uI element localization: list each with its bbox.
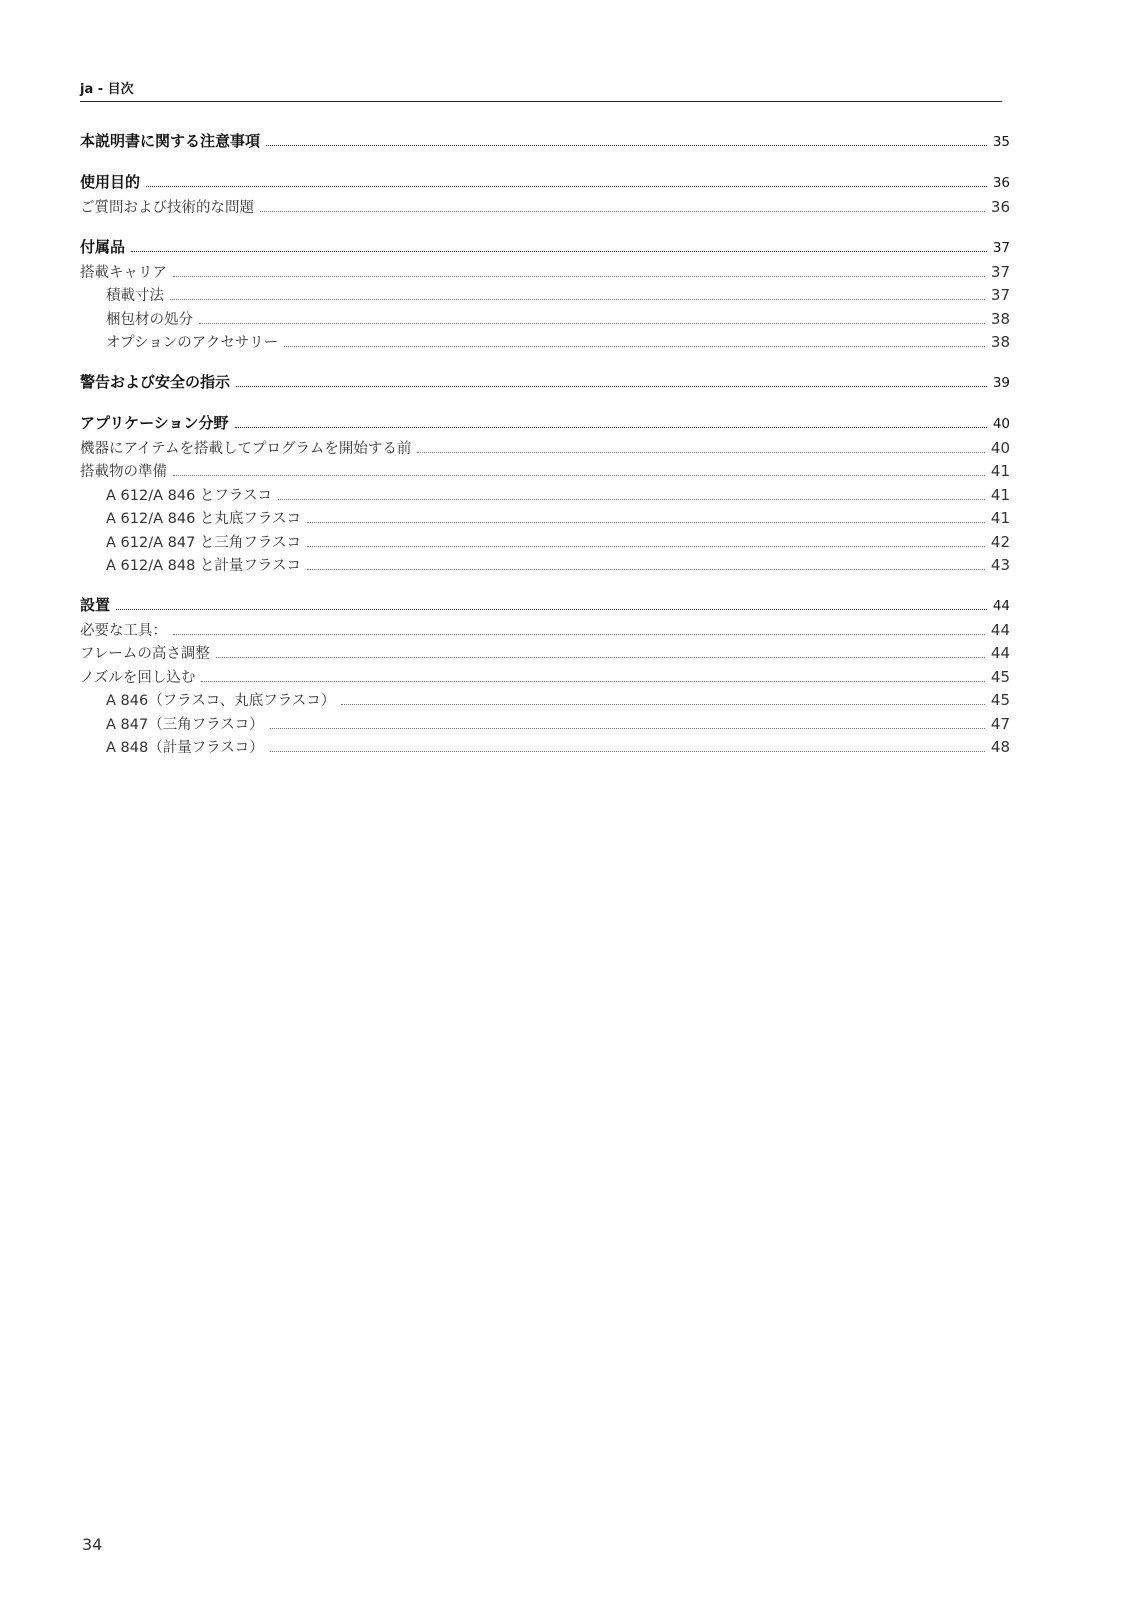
dot-leader bbox=[278, 493, 985, 500]
toc-entry-page: 44 bbox=[990, 644, 1010, 662]
toc-section-entry[interactable] bbox=[80, 261, 1010, 285]
dot-leader bbox=[270, 722, 985, 729]
toc-entry-page: 37 bbox=[990, 262, 1010, 281]
dot-leader bbox=[236, 380, 987, 387]
toc-subsection-entry[interactable] bbox=[80, 507, 1010, 531]
dot-leader bbox=[307, 563, 985, 570]
toc-entry-title: 警告および安全の指示 bbox=[80, 372, 231, 391]
toc-chapter-entry[interactable] bbox=[80, 128, 1010, 155]
toc-section-entry[interactable] bbox=[80, 437, 1010, 461]
toc-entry-title: A 612/A 848 と計量フラスコ bbox=[106, 558, 301, 574]
toc-chapter-entry[interactable] bbox=[80, 592, 1010, 619]
dot-leader bbox=[173, 270, 985, 277]
toc-entry-title: 機器にアイテムを搭載してプログラムを開始する前 bbox=[80, 440, 412, 457]
toc-entry-title: 本説明書に関する注意事項 bbox=[80, 132, 261, 150]
dot-leader bbox=[266, 139, 987, 146]
toc-entry-title: 搭載キャリア bbox=[80, 264, 167, 281]
toc-entry-page: 41 bbox=[990, 462, 1010, 480]
toc-entry-title: A 612/A 846 とフラスコ bbox=[106, 487, 272, 504]
toc-chapter-entry[interactable] bbox=[80, 169, 1010, 196]
toc-entry-page: 40 bbox=[992, 415, 1010, 432]
toc-entry-title: フレームの高さ調整 bbox=[80, 646, 210, 662]
dot-leader bbox=[173, 469, 985, 476]
toc-subsection-entry[interactable] bbox=[80, 331, 1010, 355]
dot-leader bbox=[307, 540, 985, 547]
dot-leader bbox=[199, 317, 985, 324]
toc-subsection-entry[interactable] bbox=[80, 308, 1010, 332]
toc-subsection-entry[interactable] bbox=[80, 689, 1010, 713]
dot-leader bbox=[270, 745, 985, 752]
dot-leader bbox=[284, 340, 985, 347]
toc-subsection-entry[interactable] bbox=[80, 531, 1010, 555]
toc-section bbox=[80, 128, 1010, 155]
dot-leader bbox=[170, 293, 985, 300]
page-number: 34 bbox=[82, 1535, 103, 1554]
toc-subsection-entry[interactable] bbox=[80, 713, 1010, 737]
toc-entry-page: 44 bbox=[992, 597, 1010, 614]
page-header: ja - 目次 bbox=[80, 78, 1002, 102]
toc-entry-page: 37 bbox=[992, 239, 1010, 256]
toc-section-entry[interactable] bbox=[80, 642, 1010, 666]
toc-entry-page: 47 bbox=[990, 714, 1010, 733]
dot-leader bbox=[146, 180, 987, 187]
toc-entry-title: A 846（フラスコ、丸底フラスコ） bbox=[106, 693, 336, 709]
toc-section bbox=[80, 169, 1010, 220]
toc-section-entry[interactable] bbox=[80, 196, 1010, 220]
toc-subsection-entry[interactable] bbox=[80, 554, 1010, 578]
toc-section bbox=[80, 592, 1010, 760]
toc-chapter-entry[interactable] bbox=[80, 234, 1010, 261]
dot-leader bbox=[235, 421, 987, 428]
toc-section bbox=[80, 410, 1010, 578]
dot-leader bbox=[417, 446, 985, 453]
toc-section-entry[interactable] bbox=[80, 460, 1010, 484]
toc-entry-title: A 612/A 847 と三角フラスコ bbox=[106, 534, 301, 551]
toc-entry-page: 48 bbox=[990, 738, 1010, 756]
dot-leader bbox=[341, 698, 985, 705]
toc-section bbox=[80, 234, 1010, 355]
toc-entry-page: 35 bbox=[992, 134, 1010, 150]
dot-leader bbox=[216, 651, 985, 658]
toc-entry-title: A 612/A 846 と丸底フラスコ bbox=[106, 511, 301, 527]
toc-entry-page: 41 bbox=[990, 485, 1010, 504]
toc-entry-title: 設置 bbox=[80, 595, 111, 614]
toc-entry-page: 45 bbox=[990, 691, 1010, 709]
dot-leader bbox=[201, 675, 984, 682]
table-of-contents bbox=[80, 128, 1010, 774]
toc-entry-page: 39 bbox=[992, 374, 1010, 391]
dot-leader bbox=[173, 628, 985, 635]
toc-subsection-entry[interactable] bbox=[80, 736, 1010, 760]
toc-entry-title: ノズルを回し込む bbox=[80, 669, 196, 686]
toc-entry-title: 搭載物の準備 bbox=[80, 464, 167, 480]
dot-leader bbox=[307, 516, 985, 523]
toc-subsection-entry[interactable] bbox=[80, 484, 1010, 508]
toc-entry-title: 積載寸法 bbox=[106, 288, 164, 304]
toc-entry-title: ご質問および技術的な問題 bbox=[80, 200, 254, 216]
dot-leader bbox=[131, 245, 987, 252]
toc-entry-page: 36 bbox=[992, 175, 1010, 191]
toc-entry-page: 44 bbox=[990, 620, 1010, 639]
toc-entry-page: 42 bbox=[990, 532, 1010, 551]
toc-entry-page: 38 bbox=[990, 309, 1010, 328]
toc-section-entry[interactable] bbox=[80, 666, 1010, 690]
toc-entry-page: 40 bbox=[990, 438, 1010, 457]
toc-entry-page: 38 bbox=[990, 333, 1010, 351]
toc-chapter-entry[interactable] bbox=[80, 369, 1010, 396]
toc-section-entry[interactable] bbox=[80, 619, 1010, 643]
toc-entry-title: 使用目的 bbox=[80, 173, 141, 191]
dot-leader bbox=[260, 205, 985, 212]
toc-entry-title: 梱包材の処分 bbox=[106, 311, 193, 328]
toc-entry-title: 付属品 bbox=[80, 237, 126, 256]
toc-entry-title: アプリケーション分野 bbox=[80, 413, 229, 432]
toc-entry-page: 41 bbox=[990, 509, 1010, 527]
toc-entry-title: 必要な工具： bbox=[80, 622, 167, 639]
toc-entry-page: 45 bbox=[990, 667, 1010, 686]
toc-section bbox=[80, 369, 1010, 396]
dot-leader bbox=[116, 603, 987, 610]
toc-entry-title: A 847（三角フラスコ） bbox=[106, 716, 264, 733]
toc-subsection-entry[interactable] bbox=[80, 284, 1010, 308]
toc-entry-page: 36 bbox=[990, 198, 1010, 216]
toc-chapter-entry[interactable] bbox=[80, 410, 1010, 437]
toc-entry-page: 43 bbox=[990, 556, 1010, 574]
toc-entry-title: A 848（計量フラスコ） bbox=[106, 740, 264, 756]
toc-entry-page: 37 bbox=[990, 286, 1010, 304]
toc-entry-title: オプションのアクセサリー bbox=[106, 335, 279, 351]
